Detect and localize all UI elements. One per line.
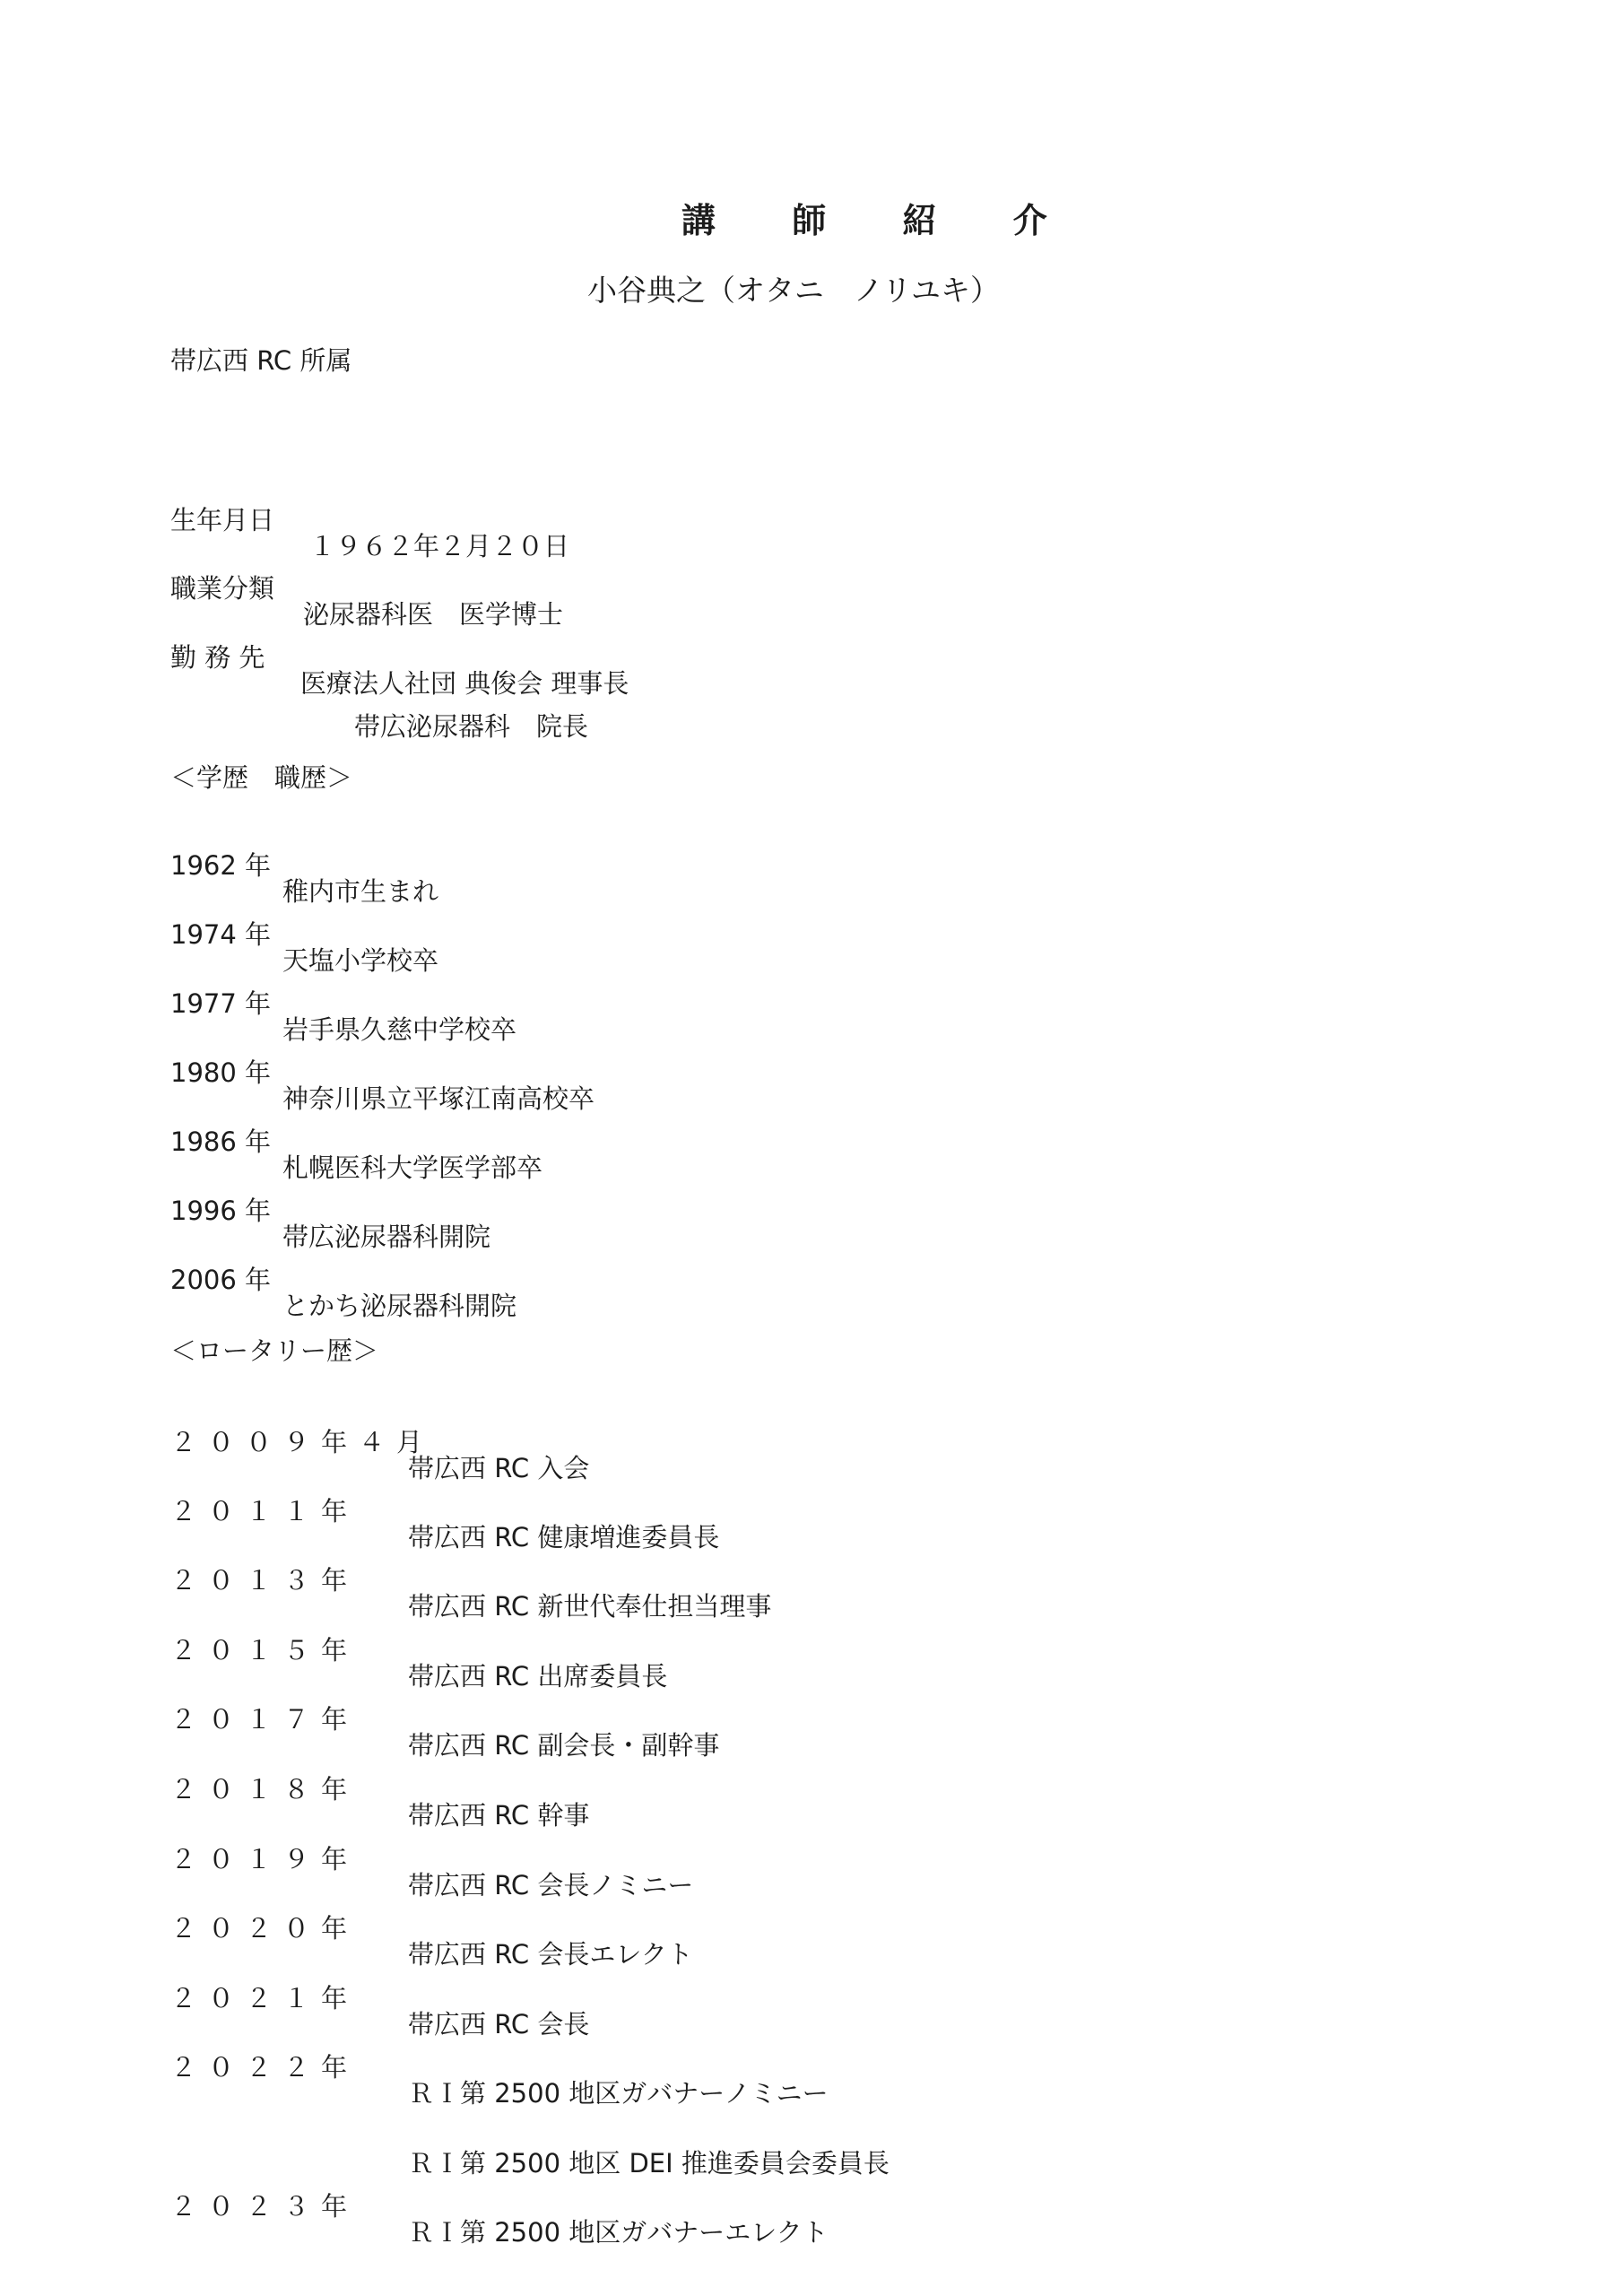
education-year: 1977 年 [170, 988, 272, 1019]
rotary-event: 帯広西 RC 新世代奉仕担当理事 [408, 1591, 772, 1622]
education-event: 稚内市生まれ [282, 876, 439, 907]
education-heading: ＜学歴 職歴＞ [170, 762, 353, 793]
rotary-event: ＲＩ第 2500 地区ガバナーエレクト [408, 2217, 829, 2248]
rotary-year: ２０１９年 [170, 1844, 360, 1874]
rotary-year: ２０２２年 [170, 2052, 360, 2083]
rotary-year: ２００９年４月 [170, 1427, 435, 1457]
document-title: 講 師 紹 介 [681, 201, 1080, 240]
rotary-year: ２０１１年 [170, 1496, 360, 1526]
rotary-year: ２０１８年 [170, 1774, 360, 1805]
education-year: 2006 年 [170, 1265, 272, 1295]
rotary-year: ２０１３年 [170, 1565, 360, 1596]
rotary-event: 帯広西 RC 会長ノミニー [408, 1870, 694, 1900]
education-year: 1986 年 [170, 1126, 272, 1157]
education-event: とかち泌尿器科開院 [282, 1291, 517, 1321]
occupation-value: 泌尿器科医 医学博士 [303, 599, 564, 630]
rotary-event: 帯広西 RC 入会 [408, 1453, 590, 1483]
rotary-year: ２０１７年 [170, 1704, 360, 1735]
education-year: 1974 年 [170, 919, 272, 950]
rotary-event: ＲＩ第 2500 地区ガバナーノミニー [408, 2078, 829, 2109]
education-year: 1996 年 [170, 1196, 272, 1226]
rotary-event: 帯広西 RC 幹事 [408, 1800, 590, 1831]
workplace-value-1: 医療法人社団 典俊会 理事長 [300, 668, 629, 699]
education-event: 帯広泌尿器科開院 [282, 1222, 491, 1252]
rotary-year: ２０１５年 [170, 1635, 360, 1665]
rotary-event: 帯広西 RC 健康増進委員長 [408, 1522, 720, 1552]
club-affiliation: 帯広西 RC 所属 [170, 345, 352, 376]
education-event: 天塩小学校卒 [282, 945, 439, 976]
workplace-row-2 [0, 688, 589, 766]
rotary-year: ２０２１年 [170, 1983, 360, 2013]
rotary-event: 帯広西 RC 副会長・副幹事 [408, 1730, 720, 1761]
occupation-label: 職業分類 [170, 573, 275, 604]
rotary-row [0, 2168, 829, 2272]
rotary-event: ＲＩ第 2500 地区 DEI 推進委員会委員長 [408, 2148, 890, 2179]
birth-value: １９６２年２月２０日 [309, 531, 570, 561]
rotary-year: ２０２３年 [170, 2191, 360, 2222]
education-event: 神奈川県立平塚江南高校卒 [282, 1083, 595, 1114]
education-year: 1980 年 [170, 1057, 272, 1088]
education-row [0, 1241, 517, 1345]
workplace-label: 勤 務 先 [170, 642, 265, 673]
workplace-value-2: 帯広泌尿器科 院長 [354, 711, 589, 742]
rotary-event: 帯広西 RC 会長 [408, 2009, 590, 2039]
rotary-event: 帯広西 RC 会長エレクト [408, 1939, 693, 1970]
birth-label: 生年月日 [170, 505, 275, 535]
rotary-event: 帯広西 RC 出席委員長 [408, 1661, 668, 1692]
rotary-year: ２０２０年 [170, 1913, 360, 1944]
rotary-heading: ＜ロータリー歴＞ [170, 1335, 379, 1366]
speaker-name: 小谷典之（オタニ ノリユキ） [587, 273, 1001, 308]
education-event: 岩手県久慈中学校卒 [282, 1014, 517, 1045]
education-year: 1962 年 [170, 850, 272, 881]
education-event: 札幌医科大学医学部卒 [282, 1152, 543, 1183]
